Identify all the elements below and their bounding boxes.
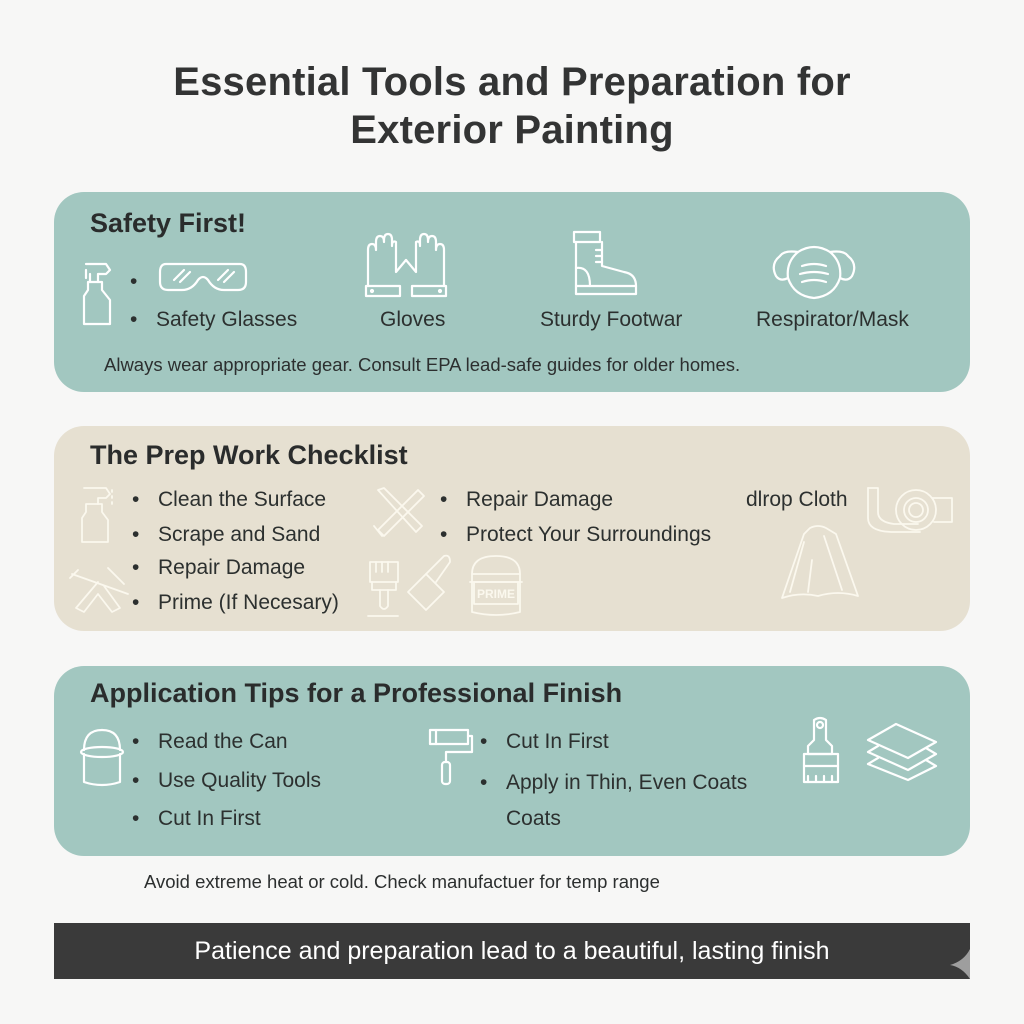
app-item-cut-in-2[interactable]: • Cut In First: [480, 730, 609, 754]
gloves-icon: [362, 232, 450, 298]
title-line-1: Essential Tools and Preparation for: [173, 60, 851, 104]
prep-item-repair[interactable]: • Repair Damage: [132, 556, 305, 580]
app-item-coats-wrap: Coats: [506, 807, 561, 830]
layers-icon: [864, 720, 940, 782]
spray-bottle-icon: [78, 484, 118, 546]
page-curl-icon: [950, 923, 970, 979]
safety-bullet-empty: [130, 270, 156, 294]
spray-bottle-icon: [80, 260, 116, 328]
brushes-icon: [366, 558, 462, 620]
app-item-thin-coats[interactable]: • Apply in Thin, Even Coats: [480, 771, 747, 795]
mask-icon: [768, 244, 860, 300]
goggles-icon: [158, 260, 248, 294]
safety-title: Safety First!: [90, 208, 247, 238]
paint-can-icon: [78, 726, 124, 788]
prep-item-prime[interactable]: • Prime (If Necesary): [132, 591, 339, 615]
application-panel: [54, 666, 970, 856]
drop-cloth-icon: [778, 524, 862, 602]
drop-cloth-label: dlrop Cloth: [746, 488, 848, 511]
primer-can-icon: [468, 552, 524, 618]
prep-item-repair-2[interactable]: • Repair Damage: [440, 488, 613, 512]
boot-icon: [570, 230, 640, 298]
application-title: Application Tips for a Professional Finish: [90, 678, 623, 708]
safety-item-respirator: Respirator/Mask: [756, 308, 909, 331]
title-line-2: Exterior Painting: [350, 108, 674, 152]
tape-roll-icon: [864, 484, 956, 534]
crossed-scrapers-icon: [372, 484, 428, 540]
safety-panel: [54, 192, 970, 392]
footer-text: Patience and preparation lead to a beautiful, lasting finish: [194, 936, 830, 965]
paint-roller-icon: [426, 726, 476, 788]
safety-item-footwear: Sturdy Footwar: [540, 308, 683, 331]
svg-text:PRIME: PRIME: [476, 587, 516, 601]
safety-item-gloves: Gloves: [380, 308, 446, 331]
prep-panel: [54, 426, 970, 631]
prep-item-scrape[interactable]: • Scrape and Sand: [132, 523, 320, 547]
prep-item-clean[interactable]: • Clean the Surface: [132, 488, 326, 512]
app-item-cut-in[interactable]: • Cut In First: [132, 807, 261, 831]
prep-item-protect[interactable]: • Protect Your Surroundings: [440, 523, 711, 547]
app-item-read-can[interactable]: • Read the Can: [132, 730, 288, 754]
safety-item-glasses: • Safety Glasses: [130, 308, 297, 332]
app-item-quality-tools[interactable]: • Use Quality Tools: [132, 769, 321, 793]
temperature-note: Avoid extreme heat or cold. Check manufactuer for temp range: [144, 871, 660, 892]
paintbrush-icon: [798, 716, 844, 788]
prep-title: The Prep Work Checklist: [90, 440, 408, 470]
footer-banner: [54, 923, 970, 979]
page-title: [0, 58, 1024, 154]
scraper-tools-icon: [68, 564, 134, 614]
safety-note: Always wear appropriate gear. Consult EPA lead-safe guides for older homes.: [104, 354, 741, 375]
